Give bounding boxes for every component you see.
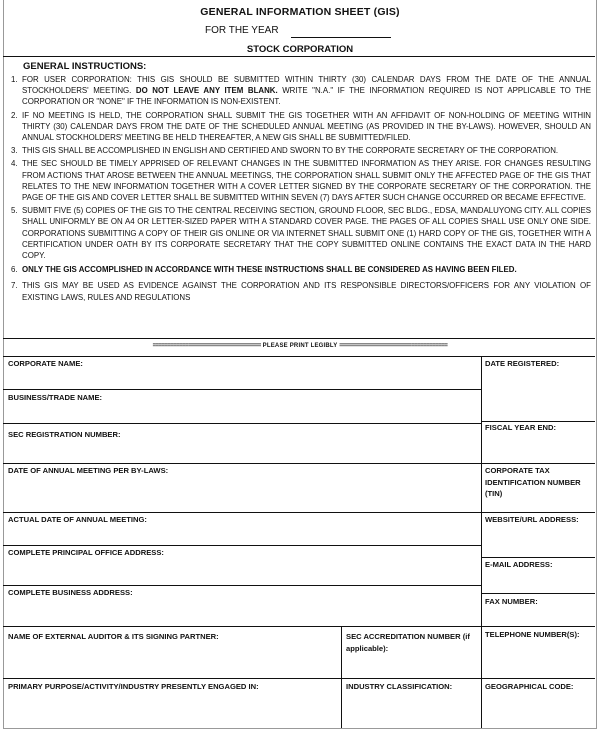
- instruction-item: 2. IF NO MEETING IS HELD, THE CORPORATION SHALL SUBMIT THE GIS TOGETHER WITH AN AFFIDAVIT OF NON-HOLDING OF MEETING WITHIN THIRTY (30) CALENDAR DAYS FROM THE DATE OF THE SCHEDULED ANNUAL MEETING (AS PROVIDED IN THE BY-LAWS). HOWEVER, SHOULD AN ANNUAL STOCKHOLDERS' MEETING BE HELD THEREAFTER, A NEW GIS SHALL BE SUBMITTED/FILED.: [11, 110, 591, 143]
- instructions-list: [11, 74, 591, 305]
- website-field[interactable]: WEBSITE/URL ADDRESS:: [485, 515, 579, 524]
- info-grid: [3, 356, 595, 728]
- form-title: GENERAL INFORMATION SHEET (GIS): [200, 6, 400, 18]
- sec-accreditation-field[interactable]: SEC ACCREDITATION NUMBER (if applicable):: [346, 632, 470, 653]
- corporate-name-field[interactable]: CORPORATE NAME:: [8, 359, 83, 368]
- business-trade-name-field[interactable]: BUSINESS/TRADE NAME:: [8, 393, 103, 402]
- corporation-type: STOCK CORPORATION: [246, 44, 354, 55]
- fax-number-field[interactable]: FAX NUMBER:: [485, 597, 538, 606]
- instruction-item: 3. THIS GIS SHALL BE ACCOMPLISHED IN ENGLISH AND CERTIFIED AND SWORN TO BY THE CORPORATE SECRETARY OF THE CORPORATION.: [11, 146, 559, 156]
- geographical-code-field[interactable]: GEOGRAPHICAL CODE:: [485, 682, 574, 691]
- email-field[interactable]: E-MAIL ADDRESS:: [485, 560, 553, 569]
- instructions-heading: GENERAL INSTRUCTIONS:: [23, 61, 147, 72]
- fiscal-year-end-field[interactable]: FISCAL YEAR END:: [485, 423, 557, 432]
- telephone-number-field[interactable]: TELEPHONE NUMBER(S):: [485, 630, 580, 639]
- annual-meeting-date-field[interactable]: DATE OF ANNUAL MEETING PER BY-LAWS:: [8, 466, 169, 475]
- principal-office-address-field[interactable]: COMPLETE PRINCIPAL OFFICE ADDRESS:: [8, 548, 164, 557]
- instruction-item: 4. THE SEC SHOULD BE TIMELY APPRISED OF RELEVANT CHANGES IN THE SUBMITTED INFORMATION AS THEY ARISE. FOR CHANGES RESULTING FROM ACTIONS THAT AROSE BETWEEN THE ANNUAL MEETINGS, THE CORPORATION SHALL SUBMIT ONLY THE AFFECTED PAGE OF THE GIS THAT RELATES TO THE NEW INFORMATION TOGETHER WITH A COVER LETTER SIGNED BY THE CORPORATE SECRETARY OF THE CORPORATION. THE PAGE OF THE GIS AND COVER LETTER SHALL BE SUBMITTED WITHIN SEVEN (7) DAYS AFTER SUCH CHANGE OCCURRED OR BECAME EFFECTIVE.: [11, 159, 591, 203]
- corporate-tin-field[interactable]: CORPORATE TAX IDENTIFICATION NUMBER (TIN): [485, 466, 581, 498]
- print-legibly-banner: ==================================== PLEASE PRINT LEGIBLY ====================================: [152, 343, 448, 349]
- date-registered-field[interactable]: DATE REGISTERED:: [485, 359, 560, 368]
- actual-meeting-date-field[interactable]: ACTUAL DATE OF ANNUAL MEETING:: [8, 515, 147, 524]
- for-the-year-label: FOR THE YEAR: [205, 25, 279, 36]
- external-auditor-field[interactable]: NAME OF EXTERNAL AUDITOR & ITS SIGNING PARTNER:: [8, 632, 219, 641]
- industry-classification-field[interactable]: INDUSTRY CLASSIFICATION:: [346, 682, 453, 691]
- instructions-section: [3, 56, 595, 339]
- instruction-item: 1. FOR USER CORPORATION: THIS GIS SHOULD BE SUBMITTED WITHIN THIRTY (30) CALENDAR DAYS FROM THE DATE OF THE ANNUAL STOCKHOLDERS' MEETING. DO NOT LEAVE ANY ITEM BLANK. WRITE "N.A." IF THE INFORMATION REQUIRED IS NOT APPLICABLE TO THE CORPORATION OR "NONE" IF THE INFORMATION IS NON-EXISTENT.: [11, 75, 591, 107]
- year-input-line[interactable]: [291, 37, 391, 38]
- sec-registration-number-field[interactable]: SEC REGISTRATION NUMBER:: [8, 430, 121, 439]
- print-legibly-label: PLEASE PRINT LEGIBLY: [262, 343, 338, 349]
- instruction-item: 7. THIS GIS MAY BE USED AS EVIDENCE AGAINST THE CORPORATION AND ITS RESPONSIBLE DIRECTORS/OFFICERS FOR ANY VIOLATION OF EXISTING LAWS, RULES AND REGULATIONS: [11, 281, 591, 302]
- business-address-field[interactable]: COMPLETE BUSINESS ADDRESS:: [8, 588, 133, 597]
- primary-purpose-field[interactable]: PRIMARY PURPOSE/ACTIVITY/INDUSTRY PRESENTLY ENGAGED IN:: [8, 682, 259, 691]
- instruction-item: 5. SUBMIT FIVE (5) COPIES OF THE GIS TO THE CENTRAL RECEIVING SECTION, GROUND FLOOR, SEC BLDG., EDSA, MANDALUYONG CITY. ALL COPIES SHALL UNIFORMLY BE ON A4 OR LETTER-SIZED PAPER WITH A STANDARD COVER PAGE. THE PAGES OF ALL COPIES SHALL USE ONLY ONE SIDE. CORPORATIONS SUBMITTING A COPY OF THEIR GIS ONLINE OR VIA INTERNET SHALL SUBMIT ONE (1) HARD COPY OF THE GIS, TOGETHER WITH A CERTIFICATION UNDER OATH BY ITS CORPORATE SECRETARY THAT THE COPY SUBMITTED ONLINE CONTAINS THE EXACT DATA IN THE HARD COPY.: [11, 206, 591, 261]
- instruction-item: 6. ONLY THE GIS ACCOMPLISHED IN ACCORDANCE WITH THESE INSTRUCTIONS SHALL BE CONSIDERED AS HAVING BEEN FILED.: [11, 265, 517, 275]
